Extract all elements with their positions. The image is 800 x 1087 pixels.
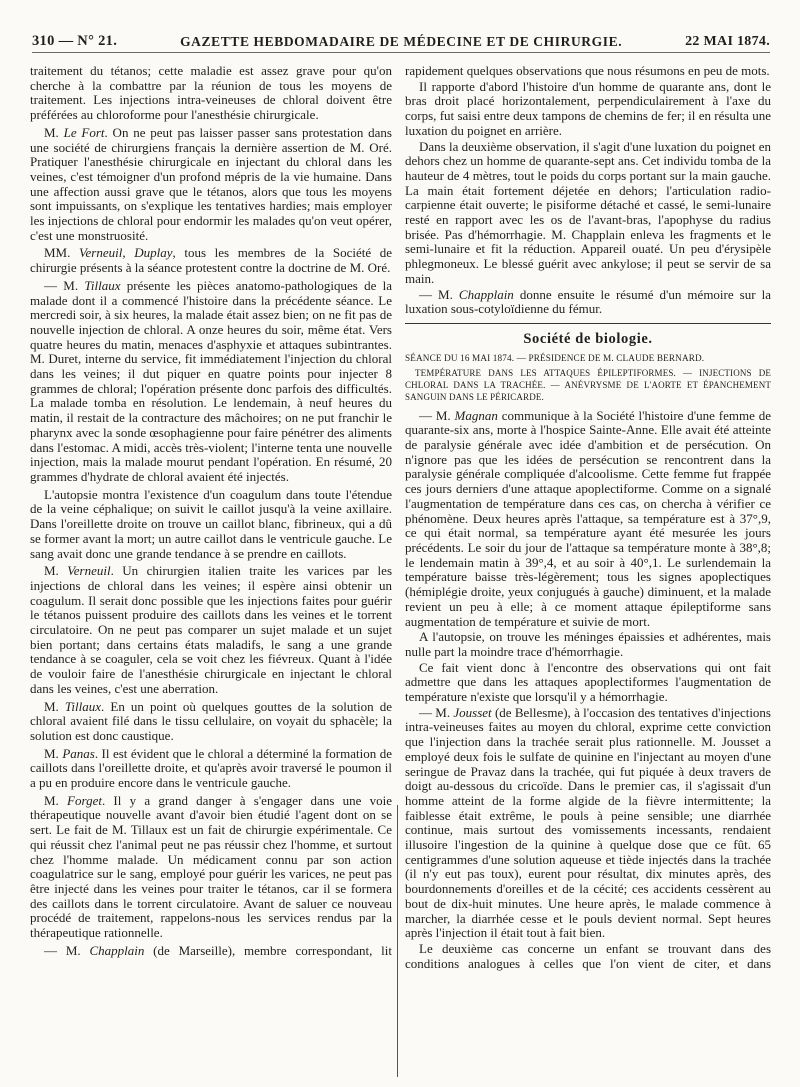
journal-title: GAZETTE HEBDOMADAIRE DE MÉDECINE ET DE CHIRURGIE.: [180, 34, 623, 49]
paragraph: [405, 942, 771, 971]
paragraph: [405, 630, 771, 659]
paragraph-text: (de Marseille), membre correspondant, lit: [144, 942, 392, 958]
paragraph-text: Le deuxième cas concerne un enfant se trouvant dans des conditions analogues à celles que l'on vient de citer, et dans: [405, 940, 771, 971]
speaker-name: Forget: [67, 792, 102, 808]
section-heading: Société de biologie.: [523, 330, 653, 347]
paragraph: [30, 64, 392, 123]
paragraph: [30, 700, 392, 744]
paragraph-text: donne ensuite le résumé d'un mémoire sur la luxation sous-cotyloïdienne du fémur.: [405, 286, 771, 317]
paragraph-lead: M.: [44, 698, 65, 714]
paragraph-lead: M.: [44, 792, 68, 808]
paragraph-text: A l'autopsie, on trouve les méninges épaissies et adhérentes, mais nulle part la moindre trace d'hémorrhagie.: [405, 629, 771, 659]
paragraph: [405, 140, 771, 287]
paragraph-text: Dans la deuxième observation, il s'agit d'une luxation du poignet en dehors chez un homme de quarante-sept ans. Cet individu tomba de la hauteur de 4 mètres, tout le poids du corps portant sur la main gauche. La main était fortement déjetée en dehors; l'articulation radio-carpienne était ouverte; le pisiforme détaché et cassé, le semi-lunaire resté en rapport avec les os de l'avant-bras, l'apophyse du radius brisée. Pas d'hémorrhagie. M. Chapplain enleva les fragments et le semi-lunaire et fit la réduction. Appareil ouaté. Un peu d'érysipèle phlegmoneux. Le blessé guérit avec ankylose; il peut se servir de sa main.: [405, 138, 771, 286]
paragraph-text: présente les pièces anatomo-pathologiques de la malade dont il a commencé l'histoire dans la précédente séance. Le mercredi soir, à six heures, la malade était assez bien; on ne fit pas de nouvelle injection de chloral. A onze heures du soir, même état. Vers quatre heures du matin, menaces d'asphyxie et attaques subintrantes. M. Duret, interne du service, fit immédiatement l'injection du chloral dans les veines; il dut piquer en quatre points pour injecter 8 grammes de chloral; l'opération présente donc parfois des difficultés. La malade tomba en résolution. Le lendemain, à neuf heures du matin, il restait de la contracture des mâchoires; on ne put franchir le pharynx avec la sonde œsophagienne pour faire pénétrer des aliments dans l'estomac. A midi, accès très-violent; l'interne tenta une nouvelle injection, mais la malade mourut pendant l'opération. En résumé, 20 grammes d'hydrate de chloral avaient été injectés.: [30, 277, 392, 484]
paragraph-text: . Un chirurgien italien traite les varices par les injections de chloral dans les veines; il espère ainsi obtenir un coagulum. Il serait donc possible que les injections faites pour guérir le tétanos puissent produire des caillots dans les veines et le torrent circulatoire. On ne peut pas comparer un sujet malade et un sujet bien portant; dans certains états maladifs, le sang a une grande tendance à se coaguler, cela se voit chez les fiévreux. Quant à l'idée de vouloir faire de l'anesthésie chirurgicale en injectant le chloral dans les veines, c'est une aberration.: [30, 563, 392, 696]
paragraph: [30, 246, 392, 275]
paragraph: [405, 80, 771, 139]
paragraph-text: L'autopsie montra l'existence d'un coagulum dans toute l'étendue de la veine céphalique; on suivit le caillot jusqu'à la veine axillaire. Dans l'oreillette droite on trouve un caillot blanc, fibrineux, qui a dû se former avant la mort; un autre caillot dans le ventricule gauche. Le sang avait donc une grande tendance à se prendre en caillots.: [30, 486, 392, 561]
speaker-name: Le Fort: [63, 124, 105, 140]
column-divider: [397, 805, 398, 1077]
paragraph: [30, 564, 392, 696]
paragraph-text: rapidement quelques observations que nous résumons en peu de mots.: [405, 64, 770, 78]
paragraph-lead: M.: [44, 745, 63, 761]
paragraph-text: , tous les membres de la Société de chirurgie présents à la séance protestent contre la doctrine de M. Oré.: [30, 245, 392, 276]
paragraph-text: (de Bellesme), à l'occasion des tentatives d'injections intra-veineuses faites au moyen du chloral, exprime cette conviction que l'injection dans la trachée serait plus rationnelle. M. Jousset a employé deux fois le sulfate de quinine en l'injectant au moyen d'une seringue de Pravaz dans la trachée, qui fut piquée à deux travers de doigt au-dessous du cricoïde. Dans le premier cas, il s'agissait d'un homme atteint de la forme algide de la fièvre intermittente; la faiblesse était extrême, le pouls à peine sensible; une diarrhée continue, mais surtout des vomissements incessants, rendaient illusoire l'ingestion de la quinine à quelque dose que ce fût. 65 centigrammes d'une solution aqueuse et tiède injectés dans la trachée (il n'y eut pas toux), eurent pour résultat, dix minutes après, des bourdonnements d'oreilles et de la cécité; ces accidents cessèrent au bout de dix-huit minutes. Une heure après, le malade commence à marcher, la diarrhée cesse et le pouls devient normal. Sept heures après l'injection il était tout à fait bien.: [405, 704, 771, 941]
speaker-name: Jousset: [453, 704, 492, 720]
paragraph: [405, 409, 771, 630]
issue-date: 22 MAI 1874.: [685, 34, 770, 49]
paragraph-lead: — M.: [419, 704, 454, 720]
paragraph: [30, 488, 392, 562]
right-column-text-bottom: [405, 409, 771, 972]
paragraph: [30, 944, 392, 959]
page-header: [32, 30, 770, 53]
speaker-name: Verneuil, Duplay: [79, 245, 173, 261]
speaker-name: Magnan: [454, 407, 498, 423]
paragraph-text: . On ne peut pas laisser passer sans protestation dans une société de chirurgiens français la dernière assertion de M. Oré. Pratiquer l'anesthésie chirurgicale en injectant du chloral dans les veines, c'est témoigner d'un profond mépris de la vie humaine. Dans une affection aussi grave que le tétanos, alors que tous les moyens sont impuissants, on s'explique les tentatives hardies; mais employer les injections de chloral pour endormir les malades qu'on veut opérer, c'est une monstruosité.: [30, 124, 392, 243]
paragraph: [405, 64, 771, 79]
paragraph: [30, 126, 392, 244]
session-topics: TEMPÉRATURE DANS LES ATTAQUES ÉPILEPTIFORMES. — INJECTIONS DE CHLORAL DANS LA TRACHÉE. — ANÉVRYSME DE L'AORTE ET ÉPANCHEMENT SANGUIN DANS LE PÉRICARDE.: [405, 367, 771, 402]
page-issue-number: 310 — N° 21.: [32, 33, 118, 49]
paragraph-lead: — M.: [419, 407, 455, 423]
left-column: [30, 64, 392, 1080]
paragraph-lead: MM.: [44, 245, 79, 261]
paragraph: [405, 706, 771, 941]
paragraph: [405, 661, 771, 705]
paragraph-lead: — M.: [44, 277, 85, 293]
paragraph-lead: — M.: [419, 286, 459, 302]
paragraph: [30, 794, 392, 941]
paragraph: [30, 279, 392, 485]
speaker-name: Chapplain: [89, 942, 145, 958]
paragraph-text: traitement du tétanos; cette maladie est assez grave pour qu'on cherche à la combattre par la réunion de tous les moyens de traitement. Les injections intra-veineuses de chloral doivent être préférées au chloroforme pour l'anesthésie chirurgicale.: [30, 64, 392, 123]
speaker-name: Chapplain: [458, 286, 514, 302]
right-column-text-top: [405, 64, 771, 317]
section-rule: [405, 323, 771, 324]
paragraph-text: communique à la Société l'histoire d'une femme de quarante-six ans, morte à l'hospice Sainte-Anne. Elle avait été atteinte de paralysie générale avec idée d'ambition et de persécution. On n'ignore pas que les idées de persécution se rencontrent dans la paralysie générale compliquée d'alcoolisme. Cette femme fut frappée ces jours derniers d'une attaque apoplectiforme. Comme on a signalé l'augmentation de température dans ces cas, on chercha à vérifier ce phénomène. Deux heures après l'attaque, sa température est à 37°,9, ce qui était normal, sa température ayant été mesurée les jours précédents. Le soir du jour de l'attaque sa température monte à 38°,8; le lendemain matin à 39°,4, et au soir à 40°,1. Le surlendemain la température baisse très-légèrement; tous les signes apoplectiques (hémiplégie droite, yeux conjugués à gauche) diminuent, et la malade revient un peu à elle; à ce moment attaque épileptiforme sans augmentation de température et suivie de mort.: [405, 407, 771, 629]
paragraph: [405, 288, 771, 317]
speaker-name: Tillaux: [84, 277, 121, 293]
speaker-name: Tillaux: [64, 698, 102, 714]
paragraph: [30, 747, 392, 791]
paragraph-lead: — M.: [44, 942, 90, 958]
left-column-text: [30, 64, 392, 958]
paragraph-lead: M.: [44, 124, 64, 140]
paragraph-text: Il rapporte d'abord l'histoire d'un homme de quarante ans, dont le bras droit placé horizontalement, perpendiculairement à l'axe du corps, fut saisi entre deux tampons de chemins de fer; il en résulta une luxation du poignet en arrière.: [405, 78, 771, 138]
paragraph-text: . En un point où quelques gouttes de la solution de chloral avaient filé dans le tissu cellulaire, on voyait du sphacèle; la solution est donc caustique.: [30, 698, 392, 743]
paragraph-text: . Il est évident que le chloral a déterminé la formation de caillots dans l'oreillette droite, et qu'après avoir traversé le poumon il a pu en produire encore dans le ventricule gauche.: [30, 745, 392, 791]
paragraph-text: Ce fait vient donc à l'encontre des observations qui ont fait admettre que dans les attaques apoplectiformes l'augmentation de température n'existe que lorsqu'il y a hémorrhagie.: [405, 659, 771, 705]
right-column: [405, 64, 771, 1080]
session-line: SÉANCE DU 16 MAI 1874. — PRÉSIDENCE DE M. CLAUDE BERNARD.: [405, 352, 705, 363]
paragraph-lead: M.: [44, 563, 68, 579]
speaker-name: Verneuil: [67, 563, 111, 579]
paragraph-text: . Il y a grand danger à s'engager dans une voie thérapeutique nouvelle avant d'avoir bien étudié l'agent dont on se sert. Le fait de M. Tillaux est un fait de chirurgie expérimentale. Ce qui réussit chez l'animal peut ne pas réussir chez l'homme, et surtout chez l'homme malade. Un médicament connu par son action coagulatrice sur le sang, employé pour guérir les varices, ne peut pas être injecté dans les veines pour traiter le tétanos, car il se formera des caillots dans le torrent circulatoire. Avant de saluer ce nouveau procédé de traitement, rappelons-nous les services rendus par la thérapeutique rationnelle.: [30, 792, 392, 941]
speaker-name: Panas: [62, 745, 95, 761]
